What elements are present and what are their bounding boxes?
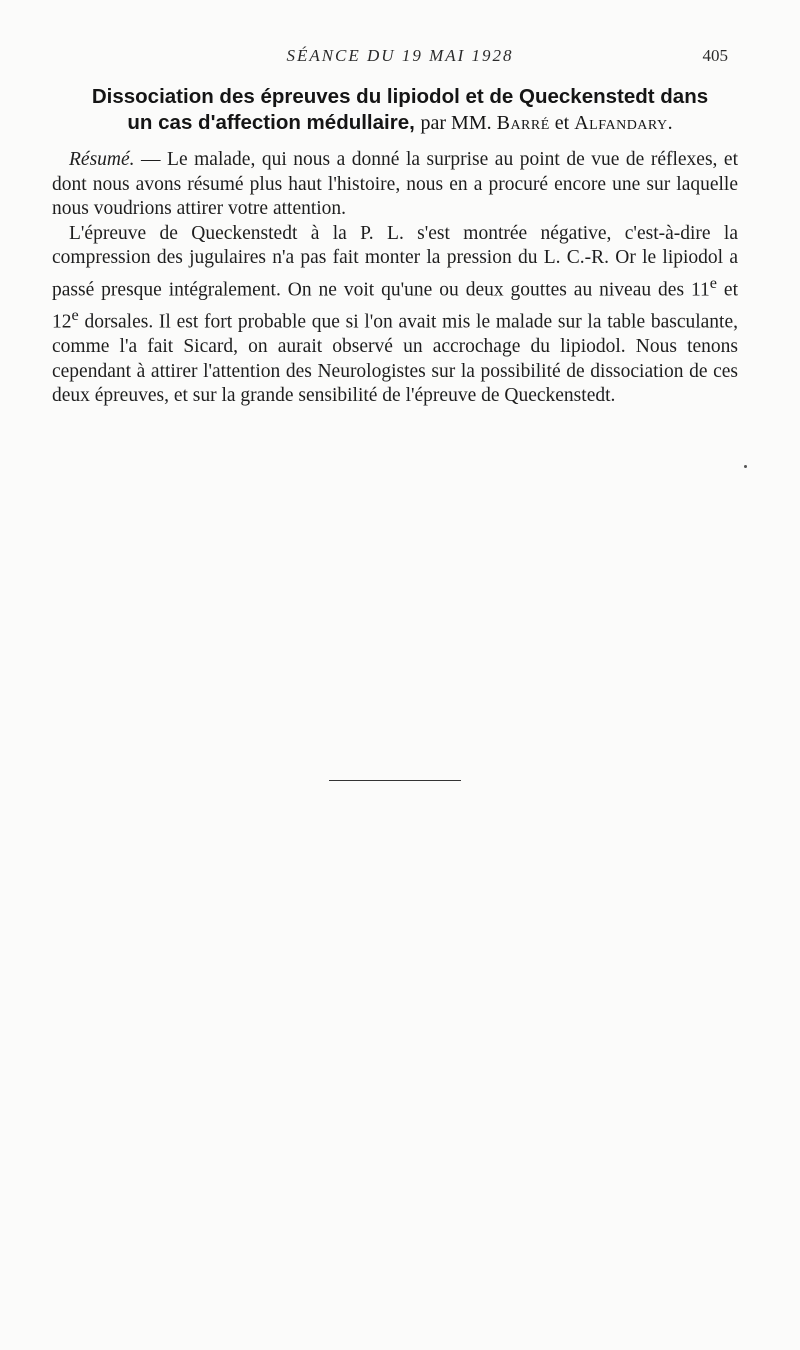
page-number: 405	[702, 46, 728, 65]
superscript-e-1: e	[709, 273, 717, 292]
end-of-article-rule	[329, 780, 461, 781]
paragraph-2-part-2: et 12	[52, 279, 738, 333]
resume-label: Résumé.	[69, 149, 135, 170]
paragraph-2-part-3: dorsales. Il est fort probable que si l'on avait mis le malade sur la table basculante, comme l'a fait Sicard, on aurait observé un accrochage du lipiodol. Nous tenons cependant à attirer l'attention des Neurologistes sur la possibilité de dissociation de ces deux épreuves, et sur la grande sensibilité de l'épreuve de Queckenstedt.	[52, 311, 738, 407]
byline-prefix: par MM.	[420, 112, 492, 134]
ink-speck	[744, 465, 747, 468]
byline-joiner: et	[554, 112, 570, 134]
paragraph-summary	[52, 148, 738, 222]
author-barre: Barré	[496, 112, 550, 134]
running-title: SÉANCE DU 19 MAI 1928	[286, 46, 514, 65]
byline	[421, 112, 673, 134]
title-line-2	[50, 110, 750, 136]
author-alfandary: Alfandary	[574, 112, 668, 134]
title-line-1: Dissociation des épreuves du lipiodol et de Queckenstedt dans	[91, 85, 709, 108]
article-body	[52, 148, 738, 409]
paragraph-2-part-1: L'épreuve de Queckenstedt à la P. L. s'est montrée négative, c'est-à-dire la compression des jugulaires n'a pas fait monter la pression du L. C.-R. Or le lipiodol a passé presque intégralement. On ne voit qu'une ou deux gouttes au niveau des 11	[52, 222, 738, 301]
paragraph-1-text: — Le malade, qui nous a donné la surprise au point de vue de réflexes, et dont nous avons résumé plus haut l'histoire, nous en a procuré encore une sur laquelle nous voudrions attirer votre attention.	[52, 149, 738, 220]
running-head	[0, 46, 800, 74]
title-line-2-text: un cas d'affection médullaire,	[127, 111, 415, 134]
superscript-e-2: e	[71, 306, 79, 325]
paragraph-queckenstedt	[52, 222, 738, 409]
byline-end: .	[667, 112, 673, 134]
article-title	[50, 84, 750, 136]
